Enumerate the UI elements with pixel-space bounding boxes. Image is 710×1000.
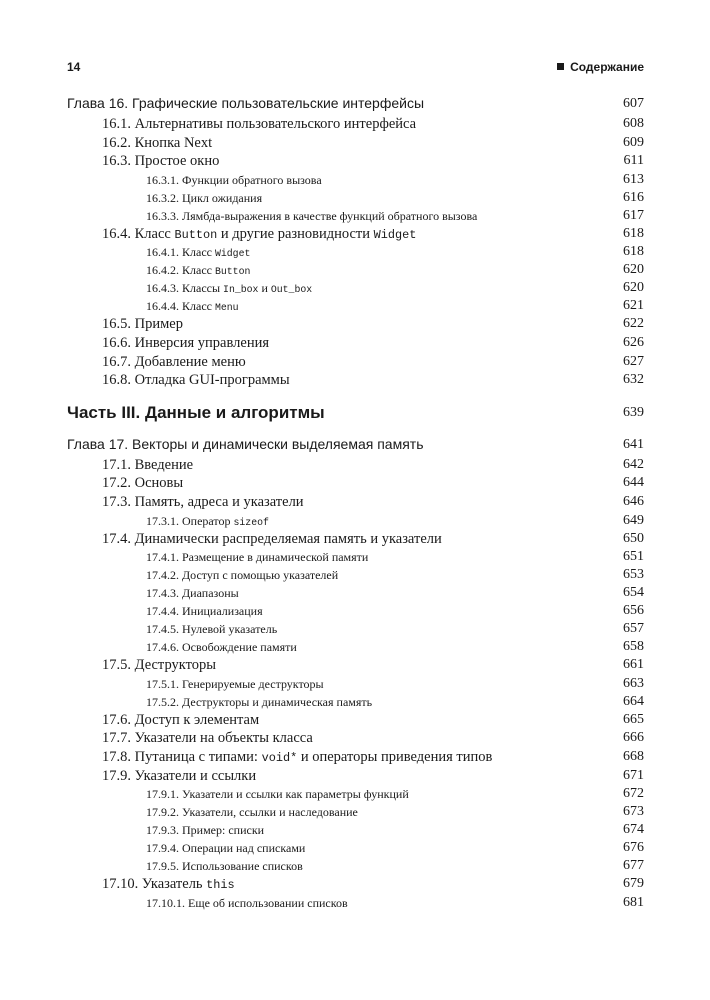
toc-section-17-6[interactable] — [67, 711, 644, 730]
toc-title — [146, 261, 250, 281]
spacer — [67, 390, 644, 401]
code-text: Button — [214, 266, 251, 278]
toc-subsection-17-9-3[interactable] — [67, 821, 644, 839]
toc-subsection-17-9-2[interactable] — [67, 803, 644, 821]
toc-section-16-3[interactable] — [67, 152, 644, 171]
toc-page: 622 — [623, 316, 644, 332]
toc-title: 17.4.1. Размещение в динамической памяти — [146, 550, 369, 565]
toc-section-16-2[interactable] — [67, 134, 644, 153]
toc-subsection-17-4-1[interactable] — [67, 548, 644, 566]
toc-title — [102, 748, 492, 768]
toc-subsection-16-3-1[interactable] — [67, 171, 644, 189]
code-text: Widget — [373, 227, 417, 242]
toc-subsection-17-4-5[interactable] — [67, 620, 644, 638]
toc-title: Глава 16. Графические пользовательские интерфейсы — [67, 95, 425, 111]
toc-chapter-17[interactable] — [67, 433, 644, 456]
toc-subsection-16-4-4[interactable] — [67, 297, 644, 315]
toc-section-17-5[interactable] — [67, 656, 644, 675]
toc-title — [102, 875, 235, 895]
toc-page: 644 — [623, 475, 644, 491]
title-text: 16.4. Класс — [102, 225, 175, 242]
toc-title: 17.6. Доступ к элементам — [102, 711, 260, 728]
toc-title — [146, 279, 312, 299]
toc-title: 17.5.2. Деструкторы и динамическая память — [146, 694, 373, 709]
toc-title — [146, 512, 269, 532]
toc-title: 17.5.1. Генерируемые деструкторы — [146, 676, 324, 691]
toc-title: Глава 17. Векторы и динамически выделяемая память — [67, 435, 424, 452]
toc-title: 17.5. Деструкторы — [102, 657, 216, 674]
toc-title: 17.2. Основы — [102, 475, 184, 492]
toc-section-17-4[interactable] — [67, 530, 644, 549]
toc-page: 621 — [623, 298, 644, 314]
code-text: void* — [261, 750, 298, 765]
toc-subsection-17-5-2[interactable] — [67, 693, 644, 711]
code-text: In_box — [223, 284, 259, 296]
toc-page: 620 — [623, 262, 644, 278]
code-text: Widget — [214, 248, 251, 260]
toc-page: 649 — [623, 512, 644, 528]
toc-title — [146, 243, 250, 263]
toc-page: 672 — [623, 786, 644, 802]
toc-title: 16.3.2. Цикл ожидания — [146, 190, 263, 205]
toc-title: 17.7. Указатели на объекты класса — [102, 730, 313, 747]
table-of-contents — [67, 92, 644, 912]
toc-title: 16.1. Альтернативы пользовательского интерфейса — [102, 116, 417, 132]
title-text: 16.4.1. Класс — [146, 245, 215, 260]
toc-section-16-7[interactable] — [67, 353, 644, 372]
toc-page: 650 — [623, 530, 644, 546]
toc-title — [102, 225, 416, 245]
running-header — [67, 58, 644, 78]
toc-subsection-17-9-4[interactable] — [67, 839, 644, 857]
square-bullet-icon — [557, 63, 564, 70]
code-text: sizeof — [233, 516, 269, 528]
toc-part-3[interactable] — [67, 401, 644, 425]
toc-page: 632 — [623, 372, 644, 388]
toc-title: 16.3.1. Функции обратного вызова — [146, 172, 322, 187]
toc-title: 17.1. Введение — [102, 456, 194, 473]
toc-page: 676 — [623, 840, 644, 856]
toc-subsection-17-9-1[interactable] — [67, 785, 644, 803]
toc-page: 654 — [623, 585, 644, 601]
toc-subsection-17-4-6[interactable] — [67, 638, 644, 656]
toc-subsection-17-4-4[interactable] — [67, 602, 644, 620]
toc-title: 17.9.3. Пример: списки — [146, 823, 265, 838]
toc-page: 608 — [623, 116, 644, 131]
toc-title: 16.3. Простое окно — [102, 153, 220, 170]
toc-section-17-7[interactable] — [67, 729, 644, 748]
toc-page: 664 — [623, 693, 644, 709]
toc-page: 627 — [623, 353, 644, 369]
code-text: this — [206, 878, 235, 893]
toc-title: 17.4.3. Диапазоны — [146, 586, 239, 601]
toc-page: 657 — [623, 621, 644, 637]
toc-title: 16.2. Кнопка Next — [102, 134, 213, 151]
toc-section-16-5[interactable] — [67, 315, 644, 334]
toc-subsection-17-9-5[interactable] — [67, 857, 644, 875]
toc-page: 618 — [623, 244, 644, 260]
toc-title: 17.9.2. Указатели, ссылки и наследование — [146, 805, 358, 820]
toc-page: 656 — [623, 603, 644, 619]
toc-page: 620 — [623, 280, 644, 296]
code-text: Button — [174, 227, 218, 242]
toc-page: 642 — [623, 456, 644, 472]
toc-section-16-4[interactable] — [67, 225, 644, 244]
toc-chapter-16[interactable] — [67, 92, 644, 115]
toc-section-17-3[interactable] — [67, 493, 644, 512]
toc-title: 17.9.1. Указатели и ссылки как параметры функций — [146, 787, 409, 802]
toc-title: 16.7. Добавление меню — [102, 353, 246, 370]
toc-title: 17.4. Динамически распределяемая память и указатели — [102, 530, 442, 547]
toc-section-17-8[interactable] — [67, 748, 644, 767]
section-label: Содержание — [570, 60, 644, 74]
toc-subsection-16-3-2[interactable] — [67, 189, 644, 207]
toc-subsection-16-4-3[interactable] — [67, 279, 644, 297]
toc-page: 641 — [623, 436, 644, 452]
toc-page: 639 — [623, 404, 644, 420]
code-text: Menu — [214, 302, 239, 314]
toc-page: 607 — [623, 96, 644, 111]
toc-page: 674 — [623, 822, 644, 838]
toc-page: 618 — [623, 225, 644, 241]
toc-title: 17.4.4. Инициализация — [146, 604, 263, 619]
toc-title: 17.9.4. Операции над списками — [146, 841, 306, 856]
title-text: 17.10. Указатель — [102, 876, 207, 893]
title-text: 17.3.1. Оператор — [146, 513, 234, 528]
toc-page: 611 — [623, 153, 644, 169]
toc-title: 17.9.5. Использование списков — [146, 859, 303, 874]
toc-title: 16.6. Инверсия управления — [102, 334, 270, 351]
toc-section-16-8[interactable] — [67, 371, 644, 390]
toc-title: Часть III. Данные и алгоритмы — [67, 402, 325, 422]
toc-title: 16.8. Отладка GUI-программы — [102, 372, 290, 389]
toc-page: 613 — [623, 171, 644, 187]
toc-subsection-17-3-1[interactable] — [67, 512, 644, 530]
toc-section-17-10[interactable] — [67, 875, 644, 894]
spacer — [67, 425, 644, 433]
toc-title: 17.10.1. Еще об использовании списков — [146, 895, 348, 910]
toc-page: 668 — [623, 748, 644, 764]
toc-subsection-17-5-1[interactable] — [67, 675, 644, 693]
title-text: 17.8. Путаница с типами: — [102, 748, 262, 765]
page-number: 14 — [67, 60, 81, 74]
toc-page: 609 — [623, 134, 644, 150]
toc-subsection-17-10-1[interactable] — [67, 894, 644, 912]
title-text: 16.4.4. Класс — [146, 299, 215, 314]
toc-section-16-1[interactable] — [67, 115, 644, 134]
toc-title: 17.3. Память, адреса и указатели — [102, 493, 304, 510]
toc-title: 16.3.3. Лямбда-выражения в качестве функций обратного вызова — [146, 208, 478, 223]
toc-page: 679 — [623, 876, 644, 892]
toc-page: 663 — [623, 675, 644, 691]
toc-title: 17.9. Указатели и ссылки — [102, 767, 257, 784]
toc-page: 681 — [623, 894, 644, 910]
toc-page: 665 — [623, 711, 644, 727]
title-text: 16.4.2. Класс — [146, 263, 215, 278]
toc-title: 17.4.6. Освобождение памяти — [146, 640, 297, 655]
title-text: 16.4.3. Классы — [146, 281, 224, 296]
toc-title: 17.4.2. Доступ с помощью указателей — [146, 568, 339, 583]
toc-page: 666 — [623, 730, 644, 746]
toc-page: 658 — [623, 639, 644, 655]
code-text: Out_box — [270, 284, 313, 296]
toc-subsection-17-4-2[interactable] — [67, 566, 644, 584]
toc-title: 16.5. Пример — [102, 316, 183, 333]
toc-section-16-6[interactable] — [67, 334, 644, 353]
toc-section-17-9[interactable] — [67, 767, 644, 786]
toc-subsection-16-3-3[interactable] — [67, 207, 644, 225]
title-text: и операторы приведения типов — [297, 748, 493, 765]
toc-section-17-1[interactable] — [67, 456, 644, 475]
toc-page: 646 — [623, 493, 644, 509]
toc-subsection-16-4-1[interactable] — [67, 243, 644, 261]
toc-page: 661 — [623, 657, 644, 673]
title-text: и — [258, 281, 271, 296]
title-text: и другие разновидности — [217, 225, 374, 242]
section-name — [557, 60, 644, 74]
toc-page: 616 — [623, 189, 644, 205]
toc-title: 17.4.5. Нулевой указатель — [146, 622, 278, 637]
toc-page: 651 — [623, 549, 644, 565]
toc-page: 671 — [623, 767, 644, 783]
toc-section-17-2[interactable] — [67, 474, 644, 493]
toc-page: 677 — [623, 858, 644, 874]
toc-page: 626 — [623, 334, 644, 350]
toc-title — [146, 297, 239, 317]
toc-page: 653 — [623, 567, 644, 583]
toc-subsection-17-4-3[interactable] — [67, 584, 644, 602]
toc-page: 673 — [623, 804, 644, 820]
toc-page: 617 — [623, 207, 644, 223]
toc-subsection-16-4-2[interactable] — [67, 261, 644, 279]
